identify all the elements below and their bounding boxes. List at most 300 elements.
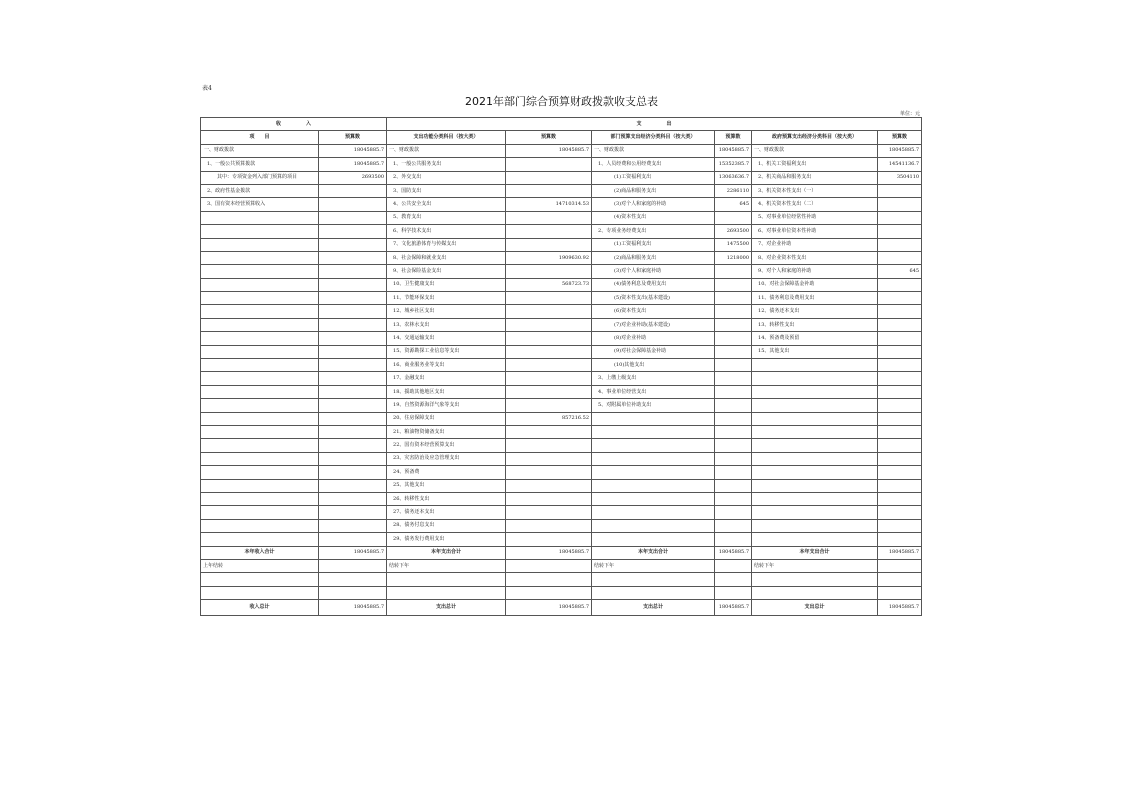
amount-cell bbox=[506, 305, 592, 318]
item-cell bbox=[201, 399, 319, 412]
item-cell: 16、商业服务业等支出 bbox=[387, 359, 506, 372]
item-cell bbox=[201, 265, 319, 278]
item-cell: 15、其他支出 bbox=[752, 345, 878, 358]
item-cell bbox=[752, 385, 878, 398]
amount-cell bbox=[878, 278, 922, 291]
amount-cell bbox=[715, 492, 752, 505]
item-cell: (1)工资福利支出 bbox=[592, 238, 715, 251]
amount-cell: 568723.73 bbox=[506, 278, 592, 291]
table-row bbox=[201, 211, 922, 224]
item-cell: (9)对社会保障基金补助 bbox=[592, 345, 715, 358]
amount-cell bbox=[715, 519, 752, 532]
amount-cell bbox=[715, 385, 752, 398]
table-row bbox=[201, 385, 922, 398]
item-cell bbox=[752, 452, 878, 465]
amount-cell: 18045885.7 bbox=[319, 144, 387, 157]
amount-cell bbox=[715, 211, 752, 224]
table-row bbox=[201, 533, 922, 546]
table-row bbox=[201, 225, 922, 238]
budget-table bbox=[200, 117, 922, 616]
empty-cell bbox=[319, 573, 387, 586]
item-cell: 20、住房保障支出 bbox=[387, 412, 506, 425]
item-cell: (7)对企业补助(基本建设) bbox=[592, 318, 715, 331]
item-cell: 15、资源勘探工业信息等支出 bbox=[387, 345, 506, 358]
amount-cell bbox=[319, 372, 387, 385]
amount-cell bbox=[506, 265, 592, 278]
item-cell: 结转下年 bbox=[752, 559, 878, 572]
table-row bbox=[201, 452, 922, 465]
item-cell bbox=[592, 466, 715, 479]
amount-cell bbox=[715, 479, 752, 492]
table-row bbox=[201, 318, 922, 331]
column-header: 部门预算支出经济分类科目（按大类） bbox=[592, 131, 715, 144]
amount-cell bbox=[319, 412, 387, 425]
blank-row bbox=[201, 573, 922, 586]
item-cell bbox=[201, 439, 319, 452]
amount-cell bbox=[506, 466, 592, 479]
amount-cell bbox=[506, 184, 592, 197]
item-cell bbox=[752, 492, 878, 505]
amount-cell: 645 bbox=[878, 265, 922, 278]
amount-cell: 18045885.7 bbox=[878, 546, 922, 559]
item-cell: 上年结转 bbox=[201, 559, 319, 572]
item-cell: 28、债务付息支出 bbox=[387, 519, 506, 532]
amount-cell bbox=[319, 492, 387, 505]
item-cell bbox=[752, 519, 878, 532]
item-cell: 8、对企业资本性支出 bbox=[752, 251, 878, 264]
amount-cell bbox=[878, 372, 922, 385]
table-row bbox=[201, 265, 922, 278]
amount-cell bbox=[319, 425, 387, 438]
amount-cell: 18045885.7 bbox=[506, 600, 592, 616]
empty-cell bbox=[878, 573, 922, 586]
amount-cell: 2693500 bbox=[319, 171, 387, 184]
amount-cell bbox=[715, 399, 752, 412]
item-cell bbox=[752, 399, 878, 412]
item-cell: 结转下年 bbox=[387, 559, 506, 572]
empty-cell bbox=[506, 573, 592, 586]
amount-cell bbox=[319, 265, 387, 278]
item-cell bbox=[201, 506, 319, 519]
table-row bbox=[201, 332, 922, 345]
amount-cell bbox=[878, 211, 922, 224]
amount-cell bbox=[715, 359, 752, 372]
amount-cell bbox=[319, 479, 387, 492]
item-cell bbox=[752, 425, 878, 438]
item-cell: 24、预备费 bbox=[387, 466, 506, 479]
amount-cell bbox=[319, 399, 387, 412]
amount-cell bbox=[878, 225, 922, 238]
empty-cell bbox=[592, 586, 715, 599]
income-header: 收 入 bbox=[201, 118, 387, 131]
column-header: 预算数 bbox=[319, 131, 387, 144]
item-cell bbox=[201, 345, 319, 358]
amount-cell bbox=[319, 452, 387, 465]
table-row bbox=[201, 238, 922, 251]
amount-cell bbox=[715, 466, 752, 479]
amount-cell bbox=[319, 305, 387, 318]
amount-cell bbox=[715, 265, 752, 278]
item-cell: 29、债务发行费用支出 bbox=[387, 533, 506, 546]
item-cell bbox=[752, 372, 878, 385]
item-cell bbox=[201, 479, 319, 492]
amount-cell bbox=[878, 559, 922, 572]
empty-cell bbox=[387, 586, 506, 599]
amount-cell bbox=[878, 425, 922, 438]
column-header: 支出功能分类科目（按大类） bbox=[387, 131, 506, 144]
empty-cell bbox=[752, 586, 878, 599]
item-cell bbox=[201, 292, 319, 305]
amount-cell bbox=[715, 425, 752, 438]
item-cell: 本年支出合计 bbox=[592, 546, 715, 559]
column-header: 预算数 bbox=[715, 131, 752, 144]
item-cell bbox=[752, 439, 878, 452]
item-cell: 9、对个人和家庭的补助 bbox=[752, 265, 878, 278]
amount-cell bbox=[319, 211, 387, 224]
item-cell: 1、人员经费和公用经费支出 bbox=[592, 158, 715, 171]
amount-cell: 857216.52 bbox=[506, 412, 592, 425]
amount-cell: 1909630.92 bbox=[506, 251, 592, 264]
amount-cell bbox=[715, 506, 752, 519]
item-cell bbox=[201, 412, 319, 425]
amount-cell bbox=[506, 225, 592, 238]
item-cell bbox=[201, 278, 319, 291]
item-cell bbox=[752, 533, 878, 546]
empty-cell bbox=[752, 573, 878, 586]
amount-cell bbox=[506, 399, 592, 412]
empty-cell bbox=[715, 573, 752, 586]
table-row bbox=[201, 171, 922, 184]
item-cell: 25、其他支出 bbox=[387, 479, 506, 492]
amount-cell: 18045885.7 bbox=[319, 546, 387, 559]
item-cell bbox=[201, 466, 319, 479]
item-cell bbox=[592, 519, 715, 532]
item-cell: 1、机关工资福利支出 bbox=[752, 158, 878, 171]
item-cell: 5、对附属单位补助支出 bbox=[592, 399, 715, 412]
item-cell bbox=[592, 412, 715, 425]
item-cell: 结转下年 bbox=[592, 559, 715, 572]
amount-cell: 2286110 bbox=[715, 184, 752, 197]
amount-cell bbox=[319, 439, 387, 452]
item-cell: 11、债务利息及费用支出 bbox=[752, 292, 878, 305]
empty-cell bbox=[592, 573, 715, 586]
item-cell bbox=[592, 479, 715, 492]
table-row bbox=[201, 359, 922, 372]
item-cell: 支出总计 bbox=[387, 600, 506, 616]
item-cell: 支出总计 bbox=[752, 600, 878, 616]
item-cell: 本年支出合计 bbox=[752, 546, 878, 559]
carry-row bbox=[201, 559, 922, 572]
amount-cell: 645 bbox=[715, 198, 752, 211]
amount-cell bbox=[506, 479, 592, 492]
item-cell: (4)资本性支出 bbox=[592, 211, 715, 224]
item-cell: 9、社会保险基金支出 bbox=[387, 265, 506, 278]
item-cell bbox=[752, 412, 878, 425]
amount-cell bbox=[715, 412, 752, 425]
item-cell: 一、财政拨款 bbox=[387, 144, 506, 157]
amount-cell bbox=[506, 171, 592, 184]
grand-total-row bbox=[201, 600, 922, 616]
expense-header: 支 出 bbox=[387, 118, 922, 131]
column-header-row bbox=[201, 131, 922, 144]
item-cell: 7、文化旅游体育与传媒支出 bbox=[387, 238, 506, 251]
item-cell: 2、外交支出 bbox=[387, 171, 506, 184]
amount-cell bbox=[506, 158, 592, 171]
column-header: 预算数 bbox=[878, 131, 922, 144]
item-cell: 22、国有资本经营预算支出 bbox=[387, 439, 506, 452]
amount-cell bbox=[319, 198, 387, 211]
amount-cell bbox=[715, 332, 752, 345]
amount-cell bbox=[715, 533, 752, 546]
item-cell: 27、债务还本支出 bbox=[387, 506, 506, 519]
item-cell: 8、社会保障和就业支出 bbox=[387, 251, 506, 264]
item-cell: 10、对社会保障基金补助 bbox=[752, 278, 878, 291]
amount-cell: 14541136.7 bbox=[878, 158, 922, 171]
item-cell bbox=[201, 332, 319, 345]
amount-cell bbox=[319, 225, 387, 238]
item-cell bbox=[752, 466, 878, 479]
table-row bbox=[201, 251, 922, 264]
empty-cell bbox=[878, 586, 922, 599]
item-cell: (4)债务利息及费用支出 bbox=[592, 278, 715, 291]
item-cell bbox=[752, 359, 878, 372]
amount-cell bbox=[506, 292, 592, 305]
item-cell: 一、财政拨款 bbox=[592, 144, 715, 157]
item-cell: 19、自然资源海洋气象等支出 bbox=[387, 399, 506, 412]
amount-cell bbox=[319, 184, 387, 197]
empty-cell bbox=[715, 586, 752, 599]
item-cell: 其中：专项资金列入部门预算的项目 bbox=[201, 171, 319, 184]
item-cell: 5、对事业单位经常性补助 bbox=[752, 211, 878, 224]
table-row bbox=[201, 519, 922, 532]
amount-cell bbox=[506, 439, 592, 452]
amount-cell bbox=[878, 506, 922, 519]
item-cell: (2)商品和服务支出 bbox=[592, 251, 715, 264]
item-cell: 本年支出合计 bbox=[387, 546, 506, 559]
amount-cell bbox=[878, 251, 922, 264]
empty-cell bbox=[201, 586, 319, 599]
amount-cell bbox=[878, 452, 922, 465]
amount-cell bbox=[506, 211, 592, 224]
item-cell: 23、灾害防治及应急管理支出 bbox=[387, 452, 506, 465]
item-cell: 14、预备费及预留 bbox=[752, 332, 878, 345]
item-cell: 收入总计 bbox=[201, 600, 319, 616]
column-header: 政府预算支出经济分类科目（按大类） bbox=[752, 131, 878, 144]
item-cell: 支出总计 bbox=[592, 600, 715, 616]
item-cell: 1、一般公共预算拨款 bbox=[201, 158, 319, 171]
amount-cell bbox=[319, 332, 387, 345]
item-cell bbox=[592, 492, 715, 505]
amount-cell: 14710314.53 bbox=[506, 198, 592, 211]
amount-cell: 18045885.7 bbox=[715, 600, 752, 616]
item-cell: 10、卫生健康支出 bbox=[387, 278, 506, 291]
empty-cell bbox=[506, 586, 592, 599]
item-cell bbox=[592, 425, 715, 438]
amount-cell bbox=[715, 278, 752, 291]
amount-cell bbox=[715, 372, 752, 385]
amount-cell bbox=[506, 492, 592, 505]
item-cell bbox=[201, 533, 319, 546]
item-cell: 3、机关资本性支出（一） bbox=[752, 184, 878, 197]
column-header: 预算数 bbox=[506, 131, 592, 144]
amount-cell bbox=[878, 385, 922, 398]
amount-cell: 18045885.7 bbox=[506, 546, 592, 559]
amount-cell bbox=[506, 359, 592, 372]
item-cell: 6、科学技术支出 bbox=[387, 225, 506, 238]
item-cell: 21、粮油物资储备支出 bbox=[387, 425, 506, 438]
item-cell: (1)工资福利支出 bbox=[592, 171, 715, 184]
item-cell bbox=[201, 211, 319, 224]
item-cell: 11、节能环保支出 bbox=[387, 292, 506, 305]
amount-cell bbox=[878, 439, 922, 452]
table-row bbox=[201, 479, 922, 492]
year-total-row bbox=[201, 546, 922, 559]
item-cell: 26、转移性支出 bbox=[387, 492, 506, 505]
item-cell: (6)资本性支出 bbox=[592, 305, 715, 318]
amount-cell bbox=[319, 345, 387, 358]
amount-cell bbox=[506, 385, 592, 398]
amount-cell bbox=[506, 238, 592, 251]
item-cell: 12、城乡社区支出 bbox=[387, 305, 506, 318]
table-row bbox=[201, 372, 922, 385]
table-row bbox=[201, 305, 922, 318]
item-cell: 13、农林水支出 bbox=[387, 318, 506, 331]
amount-cell bbox=[319, 533, 387, 546]
amount-cell bbox=[878, 492, 922, 505]
amount-cell: 18045885.7 bbox=[319, 600, 387, 616]
amount-cell bbox=[878, 466, 922, 479]
item-cell: (5)资本性支出(基本建设) bbox=[592, 292, 715, 305]
item-cell: 4、机关资本性支出（二） bbox=[752, 198, 878, 211]
amount-cell bbox=[319, 318, 387, 331]
amount-cell bbox=[319, 278, 387, 291]
amount-cell: 3504110 bbox=[878, 171, 922, 184]
amount-cell bbox=[878, 305, 922, 318]
amount-cell bbox=[715, 559, 752, 572]
amount-cell: 13063636.7 bbox=[715, 171, 752, 184]
amount-cell bbox=[319, 466, 387, 479]
item-cell: 12、债务还本支出 bbox=[752, 305, 878, 318]
item-cell: (3)对个人和家庭补助 bbox=[592, 265, 715, 278]
item-cell: 5、教育支出 bbox=[387, 211, 506, 224]
amount-cell: 1218000 bbox=[715, 251, 752, 264]
amount-cell: 18045885.7 bbox=[319, 158, 387, 171]
amount-cell: 18045885.7 bbox=[506, 144, 592, 157]
table-row bbox=[201, 425, 922, 438]
table-row bbox=[201, 345, 922, 358]
amount-cell bbox=[878, 292, 922, 305]
item-cell: 3、国防支出 bbox=[387, 184, 506, 197]
amount-cell bbox=[506, 452, 592, 465]
amount-cell bbox=[715, 439, 752, 452]
amount-cell bbox=[506, 318, 592, 331]
item-cell bbox=[201, 452, 319, 465]
amount-cell bbox=[715, 305, 752, 318]
amount-cell bbox=[878, 479, 922, 492]
amount-cell bbox=[878, 399, 922, 412]
item-cell bbox=[592, 439, 715, 452]
amount-cell: 18045885.7 bbox=[878, 600, 922, 616]
table-row bbox=[201, 399, 922, 412]
item-cell: 13、转移性支出 bbox=[752, 318, 878, 331]
item-cell: (10)其他支出 bbox=[592, 359, 715, 372]
amount-cell bbox=[319, 506, 387, 519]
item-cell bbox=[752, 479, 878, 492]
item-cell bbox=[201, 238, 319, 251]
amount-cell bbox=[319, 359, 387, 372]
table-row bbox=[201, 506, 922, 519]
item-cell bbox=[752, 506, 878, 519]
amount-cell: 18045885.7 bbox=[878, 144, 922, 157]
table-row bbox=[201, 439, 922, 452]
empty-cell bbox=[387, 573, 506, 586]
amount-cell bbox=[715, 318, 752, 331]
blank-row bbox=[201, 586, 922, 599]
amount-cell: 15352385.7 bbox=[715, 158, 752, 171]
item-cell: 3、国有资本经营预算收入 bbox=[201, 198, 319, 211]
amount-cell bbox=[506, 372, 592, 385]
amount-cell: 1475500 bbox=[715, 238, 752, 251]
amount-cell bbox=[878, 412, 922, 425]
unit-label: 单位：元 bbox=[899, 111, 920, 117]
amount-cell bbox=[878, 198, 922, 211]
item-cell: (2)商品和服务支出 bbox=[592, 184, 715, 197]
item-cell: 2、政府性基金拨款 bbox=[201, 184, 319, 197]
item-cell bbox=[592, 452, 715, 465]
amount-cell bbox=[878, 533, 922, 546]
amount-cell bbox=[878, 184, 922, 197]
item-cell bbox=[201, 425, 319, 438]
amount-cell bbox=[878, 332, 922, 345]
item-cell bbox=[201, 305, 319, 318]
table-row bbox=[201, 292, 922, 305]
amount-cell bbox=[319, 251, 387, 264]
item-cell bbox=[201, 225, 319, 238]
item-cell bbox=[201, 519, 319, 532]
item-cell bbox=[201, 318, 319, 331]
item-cell bbox=[201, 385, 319, 398]
item-cell bbox=[592, 533, 715, 546]
amount-cell: 18045885.7 bbox=[715, 546, 752, 559]
item-cell bbox=[201, 492, 319, 505]
item-cell: (3)对个人和家庭的补助 bbox=[592, 198, 715, 211]
table-row bbox=[201, 144, 922, 157]
amount-cell: 2693500 bbox=[715, 225, 752, 238]
item-cell: 7、对企业补助 bbox=[752, 238, 878, 251]
amount-cell bbox=[319, 292, 387, 305]
amount-cell bbox=[319, 385, 387, 398]
table-row bbox=[201, 492, 922, 505]
amount-cell bbox=[878, 345, 922, 358]
amount-cell bbox=[319, 559, 387, 572]
amount-cell bbox=[319, 238, 387, 251]
table-row bbox=[201, 412, 922, 425]
table-row bbox=[201, 466, 922, 479]
empty-cell bbox=[319, 586, 387, 599]
item-cell bbox=[201, 251, 319, 264]
amount-cell: 18045885.7 bbox=[715, 144, 752, 157]
item-cell: 2、机关商品和服务支出 bbox=[752, 171, 878, 184]
amount-cell bbox=[506, 533, 592, 546]
item-cell: 本年收入合计 bbox=[201, 546, 319, 559]
amount-cell bbox=[878, 318, 922, 331]
item-cell: 6、对事业单位资本性补助 bbox=[752, 225, 878, 238]
amount-cell bbox=[506, 345, 592, 358]
item-cell bbox=[201, 372, 319, 385]
item-cell: 4、事业单位经营支出 bbox=[592, 385, 715, 398]
item-cell: 1、一般公共服务支出 bbox=[387, 158, 506, 171]
amount-cell bbox=[715, 292, 752, 305]
